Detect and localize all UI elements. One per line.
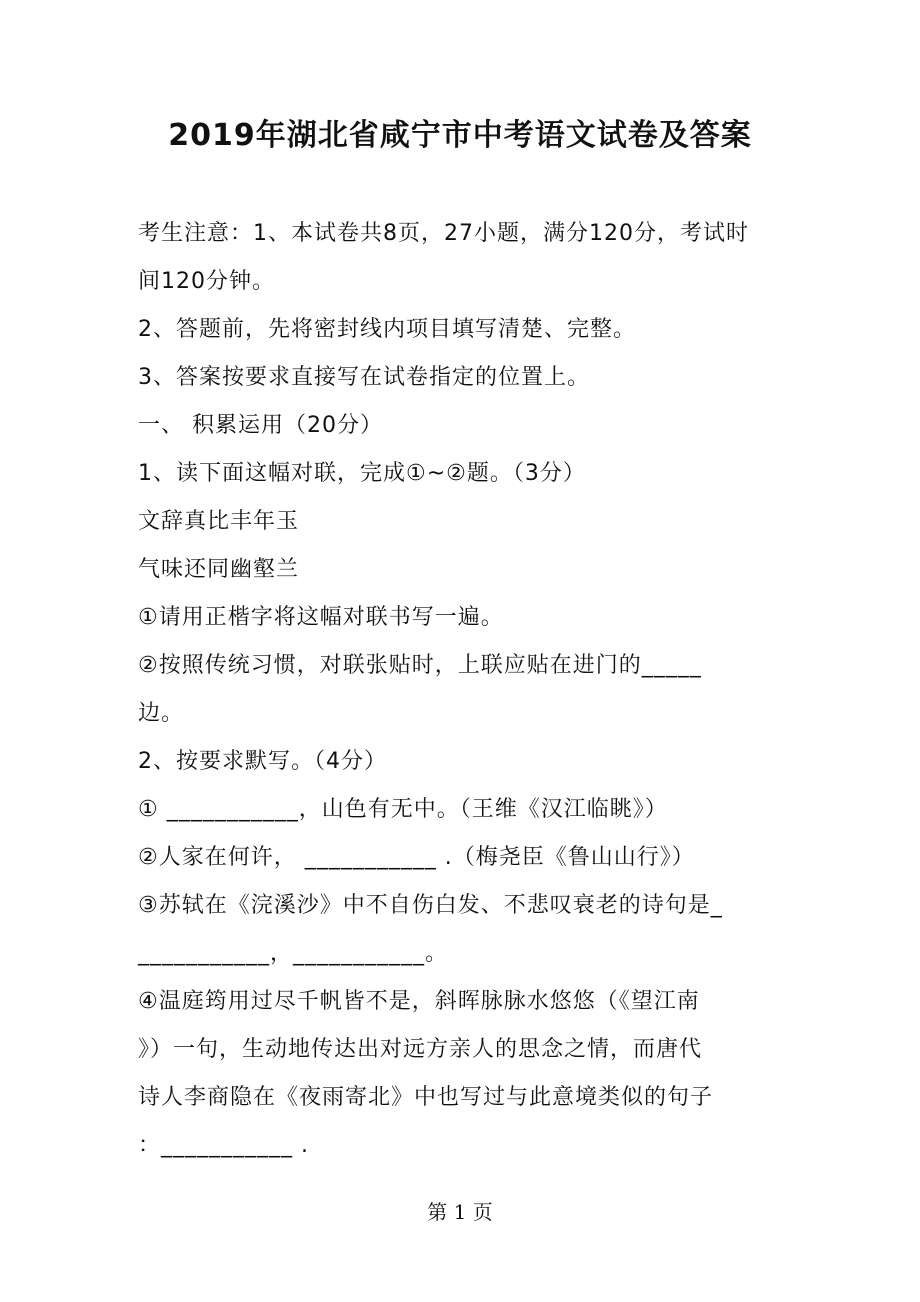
- couplet-first-line: 文辞真比丰年玉: [138, 509, 300, 534]
- question-2-item-4: ④温庭筠用过尽千帆皆不是，斜晖脉脉水悠悠（《望江南: [138, 989, 700, 1014]
- question-2-item-4-cont-1: 》）一句，生动地传达出对远方亲人的思念之情，而唐代: [138, 1037, 703, 1062]
- question-1-part-2-cont: 边。: [138, 701, 185, 726]
- question-2-item-2: ②人家在何许， ___________ .（梅尧臣《鲁山山行》）: [138, 845, 695, 870]
- question-2-item-4-cont-2: 诗人李商隐在《夜雨寄北》中也写过与此意境类似的句子: [138, 1085, 714, 1110]
- page-number: 第 1 页: [427, 1200, 493, 1224]
- document-title: 2019年湖北省咸宁市中考语文试卷及答案: [168, 118, 752, 153]
- question-2: 2、按要求默写。（4分）: [138, 749, 387, 774]
- notice-line-3: 2、答题前，先将密封线内项目填写清楚、完整。: [138, 317, 636, 342]
- question-1-part-2: ②按照传统习惯，对联张贴时，上联应贴在进门的_____: [138, 653, 702, 678]
- question-2-item-1: ① ___________，山色有无中。（王维《汉江临眺》）: [138, 797, 668, 822]
- couplet-second-line: 气味还同幽壑兰: [138, 557, 300, 582]
- question-1: 1、读下面这幅对联，完成①~②题。（3分）: [138, 461, 586, 486]
- notice-line-4: 3、答案按要求直接写在试卷指定的位置上。: [138, 365, 590, 390]
- section-heading: 一、 积累运用（20分）: [138, 413, 383, 438]
- notice-line-1: 考生注意：1、本试卷共8页，27小题，满分120分，考试时: [138, 221, 749, 246]
- question-2-item-3: ③苏轼在《浣溪沙》中不自伤白发、不悲叹衰老的诗句是_: [138, 893, 723, 918]
- question-1-part-1: ①请用正楷字将这幅对联书写一遍。: [138, 605, 504, 630]
- question-2-item-3-cont: ___________，___________。: [138, 941, 449, 966]
- question-2-item-4-cont-3: ：___________ .: [138, 1133, 309, 1158]
- notice-line-2: 间120分钟。: [138, 269, 275, 294]
- document-body: [138, 210, 788, 1170]
